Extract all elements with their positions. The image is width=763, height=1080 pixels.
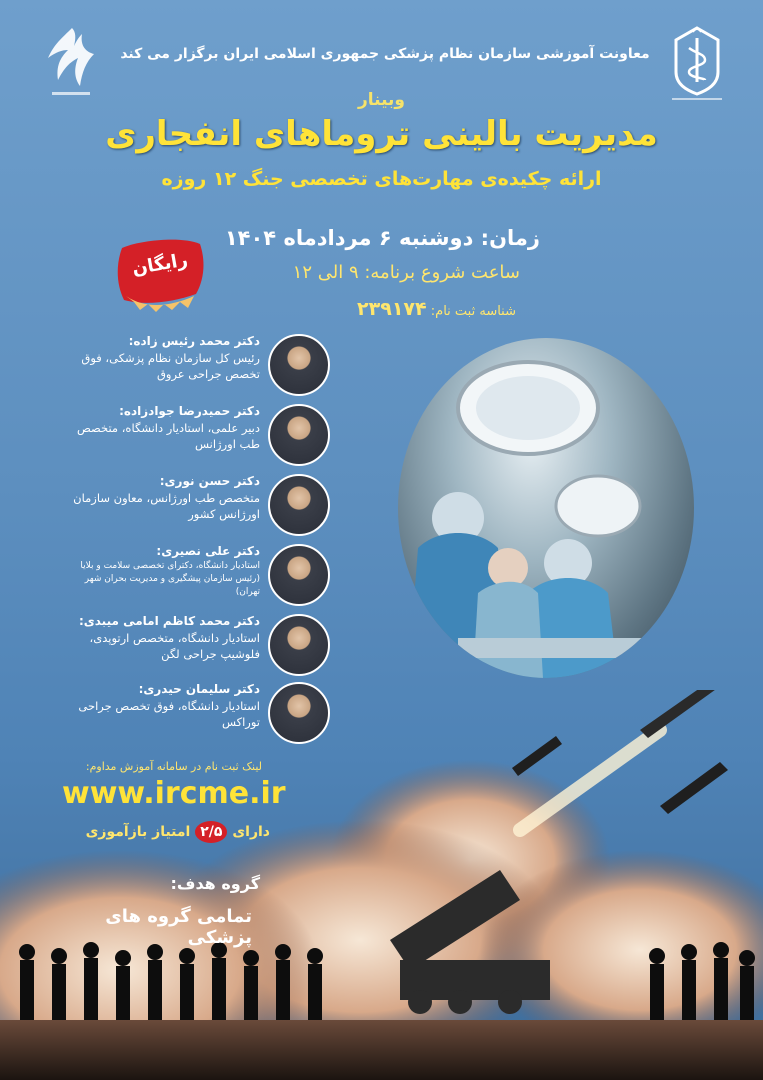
speaker-card [60,404,330,470]
speaker-name: دکتر حمیدرضا جوادزاده: [119,404,260,418]
credit-prefix: دارای [232,824,270,840]
free-badge-label: رایگان [130,249,190,280]
speaker-card [60,334,330,400]
speaker-card [60,614,330,680]
surgery-photo [398,338,694,678]
speaker-description: استادیار دانشگاه، متخصص ارتوپدی، فلوشیپ جراحی لگن [89,631,260,661]
registration-link-label: لینک ثبت نام در سامانه آموزش مداوم: [85,760,262,773]
speaker-name: دکتر محمد رئیس زاده: [128,334,260,348]
speaker-description: متخصص طب اورژانس، معاون سازمان اورژانس کشور [73,491,260,521]
speaker-card [60,474,330,540]
registration-url-link[interactable]: www.ircme.ir [62,776,286,811]
credit-value-badge: ۲/۵ [195,821,227,843]
speaker-photo [268,334,330,396]
speaker-card [60,544,330,610]
speaker-photo [268,544,330,606]
speaker-photo [268,614,330,676]
battle-scene-illustration [0,690,763,1080]
target-group-value: تمامی گروه های پزشکی [105,906,252,948]
missile-icon [640,690,726,738]
credit-suffix: امتیاز بازآموزی [85,824,191,840]
speaker-description: استادیار دانشگاه، فوق تخصص جراحی توراکس [78,699,260,729]
speaker-name: دکتر محمد کاظم امامی میبدی: [78,614,260,628]
speaker-photo [268,474,330,536]
page-title: مدیریت بالینی تروماهای انفجاری [105,114,658,154]
credit-line [60,824,270,840]
webinar-label: وبینار [358,90,405,110]
operating-room-illustration [398,338,694,678]
event-date: زمان: دوشنبه ۶ مردادماه ۱۴۰۴ [224,226,540,250]
event-time: ساعت شروع برنامه: ۹ الی ۱۲ [292,262,520,283]
registration-id-value: ۲۳۹۱۷۴ [357,298,427,320]
organizer-line: معاونت آموزشی سازمان نظام پزشکی جمهوری اسلامی ایران برگزار می کند [120,46,650,62]
target-group-label: گروه هدف: [170,874,260,893]
speaker-description: رئیس کل سازمان نظام پزشکی، فوق تخصص جراحی عروق [81,351,260,381]
speaker-name: دکتر حسن نوری: [159,474,260,488]
registration-id-label: شناسه ثبت نام: [430,304,516,319]
speaker-description: استادیار دانشگاه، دکترای تخصصی سلامت و بلایا (رئیس سازمان پیشگیری و مدیریت بحران شهر تهران) [80,561,260,597]
speaker-name: دکتر علی نصیری: [156,544,260,558]
speaker-name: دکتر سلیمان حیدری: [138,682,260,696]
speaker-photo [268,404,330,466]
speaker-description: دبیر علمی، استادیار دانشگاه، متخصص طب اورژانس [76,421,260,451]
page-subtitle: ارائه چکیده‌ی مهارت‌های تخصصی جنگ ۱۲ روزه [161,168,602,190]
registration-id [220,298,516,320]
